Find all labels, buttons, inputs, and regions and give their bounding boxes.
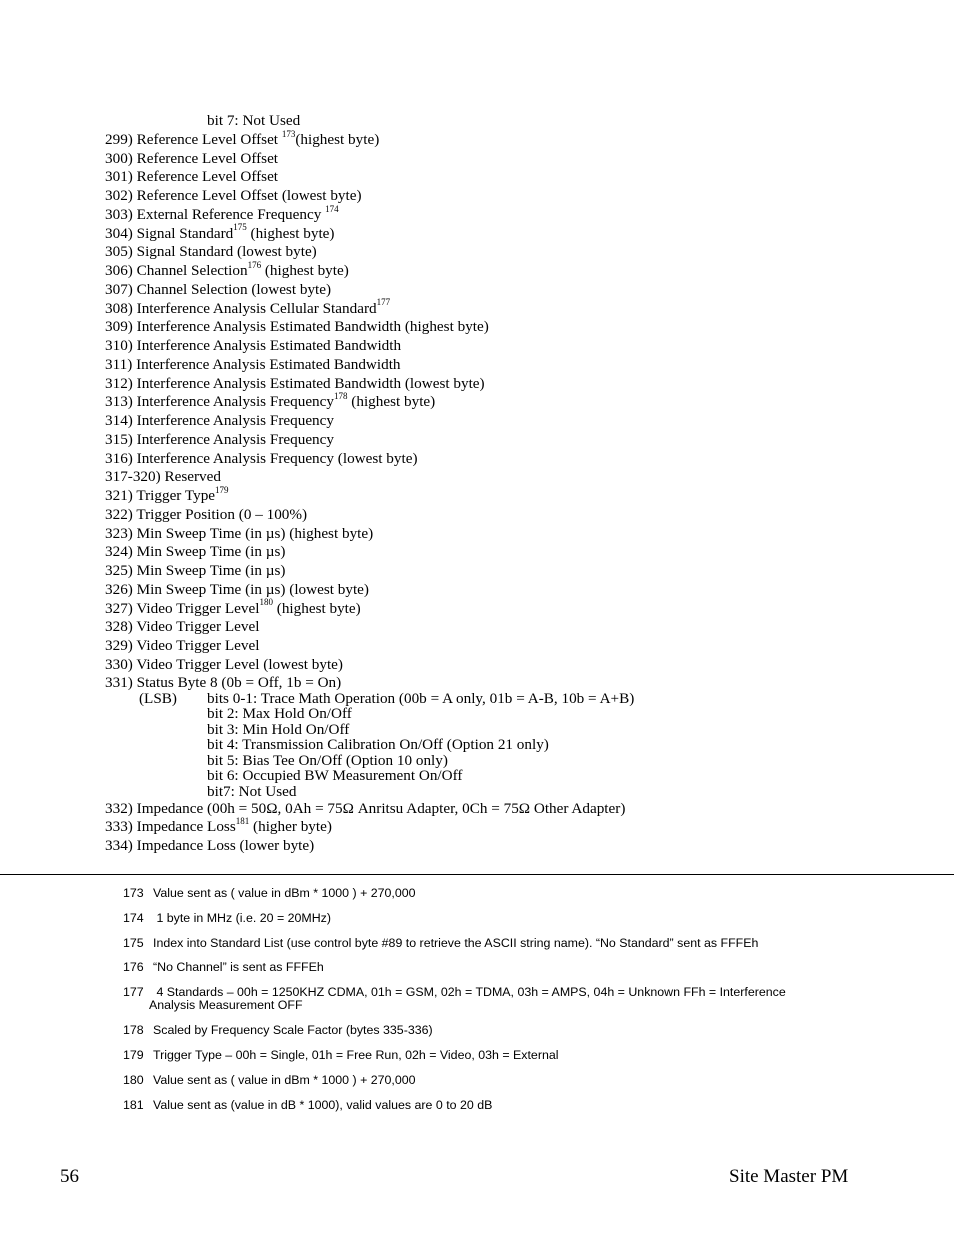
list-item-suffix: (highest byte) xyxy=(272,599,361,617)
list-item-text: 304) Signal Standard xyxy=(105,224,234,242)
list-item-text: 305) Signal Standard (lowest byte) xyxy=(105,243,317,261)
footnote xyxy=(123,986,786,1012)
list-item-text: 299) Reference Level Offset xyxy=(105,130,282,148)
list-item xyxy=(105,259,905,281)
footnote-number: 181 xyxy=(123,1098,144,1112)
list-item-text: 310) Interference Analysis Estimated Bandwidth xyxy=(105,337,402,354)
list-item-text: 306) Channel Selection xyxy=(105,262,248,279)
list-item xyxy=(105,203,905,225)
list-item xyxy=(105,506,905,525)
list-item xyxy=(105,243,905,262)
bit-text: bit 6: Occupied BW Measurement On/Off xyxy=(207,767,463,785)
list-item xyxy=(105,837,905,856)
list-item-text: bit 7: Not Used xyxy=(207,112,301,129)
list-item-text: 313) Interference Analysis Frequency xyxy=(105,393,334,411)
list-item-text: 333) Impedance Loss xyxy=(105,818,236,836)
list-item-text: 317-320) Reserved xyxy=(105,468,221,486)
footnote-ref: 175 xyxy=(233,222,247,233)
list-item-suffix: (highest byte) xyxy=(246,224,335,242)
list-item-text: 330) Video Trigger Level (lowest byte) xyxy=(105,655,343,673)
list-item-text: 327) Video Trigger Level xyxy=(105,599,260,617)
footnote-text: Value sent as ( value in dBm * 1000 ) + 270,000 xyxy=(153,886,416,900)
footnote-separator xyxy=(0,874,954,875)
list-item-suffix: (highest byte) xyxy=(347,393,436,411)
list-item xyxy=(105,412,905,431)
list-item xyxy=(105,431,905,450)
footnote-continuation: Analysis Measurement OFF xyxy=(149,998,303,1012)
list-item-text: 334) Impedance Loss (lower byte) xyxy=(105,837,315,855)
footnote-ref: 180 xyxy=(259,597,273,608)
bit-text: bit 2: Max Hold On/Off xyxy=(207,705,352,723)
footnote-number: 175 xyxy=(123,936,144,950)
list-item xyxy=(105,337,905,356)
list-item xyxy=(105,222,905,244)
list-item-text: 312) Interference Analysis Estimated Bandwidth (lowest byte) xyxy=(105,374,485,392)
bit-row xyxy=(105,737,905,753)
list-item xyxy=(105,618,905,637)
list-item xyxy=(105,393,905,412)
footnote xyxy=(123,1024,433,1037)
list-item xyxy=(105,675,905,691)
list-item-text: 300) Reference Level Offset xyxy=(105,149,279,167)
footnote-ref: 181 xyxy=(235,816,250,827)
footnote-text: Trigger Type – 00h = Single, 01h = Free Run, 02h = Video, 03h = External xyxy=(153,1048,559,1062)
list-item xyxy=(105,168,905,187)
footnote-number: 180 xyxy=(123,1073,144,1087)
bit-text: bit7: Not Used xyxy=(207,783,297,801)
footnote xyxy=(123,1074,416,1087)
bit-row xyxy=(105,768,905,784)
list-item-text: 309) Interference Analysis Estimated Bandwidth (highest byte) xyxy=(105,318,489,336)
bit-text: bit 4: Transmission Calibration On/Off (Option 21 only) xyxy=(207,736,549,754)
footnote-text: 4 Standards – 00h = 1250KHZ CDMA, 01h = GSM, 02h = TDMA, 03h = AMPS, 04h = Unknown FFh = Interference xyxy=(153,985,786,999)
document-title: Site Master PM xyxy=(729,1166,849,1187)
list-item-text: 324) Min Sweep Time (in µs) xyxy=(105,543,286,561)
list-item xyxy=(105,187,905,206)
list-item xyxy=(105,525,905,544)
list-item-text: 311) Interference Analysis Estimated Bandwidth xyxy=(105,355,401,373)
bit-row xyxy=(105,691,905,707)
list-item-text: 308) Interference Analysis Cellular Standard xyxy=(105,299,377,317)
footnote-ref: 174 xyxy=(325,203,339,214)
list-item-text: 331) Status Byte 8 (0b = Off, 1b = On) xyxy=(105,673,342,691)
bit-text: bit 3: Min Hold On/Off xyxy=(207,720,350,738)
bit-text: bits 0-1: Trace Math Operation (00b = A only, 01b = A-B, 10b = A+B) xyxy=(207,689,635,707)
list-item-text: 314) Interference Analysis Frequency xyxy=(105,412,334,429)
list-item-text: 328) Video Trigger Level xyxy=(105,618,260,636)
list-item xyxy=(105,637,905,656)
footnote-number: 178 xyxy=(123,1023,144,1037)
footnote-number: 179 xyxy=(123,1048,144,1062)
list-item-text: 316) Interference Analysis Frequency (lowest byte) xyxy=(105,449,418,467)
footnote-text: Value sent as ( value in dBm * 1000 ) + 270,000 xyxy=(153,1073,416,1087)
lsb-label: (LSB) xyxy=(139,689,177,707)
page-number: 56 xyxy=(60,1166,79,1187)
list-item xyxy=(105,656,905,675)
footnote xyxy=(123,1099,492,1112)
list-item xyxy=(105,112,905,131)
list-item-text: 323) Min Sweep Time (in µs) (highest byte) xyxy=(105,524,374,542)
list-item-text: 325) Min Sweep Time (in µs) xyxy=(105,562,286,579)
byte-list xyxy=(105,112,905,856)
status-byte-8-bits xyxy=(105,691,905,800)
footnote-text: 1 byte in MHz (i.e. 20 = 20MHz) xyxy=(153,911,332,925)
footnote-ref: 173 xyxy=(281,128,296,139)
footnote-ref: 178 xyxy=(334,391,348,402)
list-item xyxy=(105,484,905,506)
list-item-text: 301) Reference Level Offset xyxy=(105,168,279,186)
bit-text: bit 5: Bias Tee On/Off (Option 10 only) xyxy=(207,751,448,769)
footnote-number: 173 xyxy=(123,886,144,900)
footnote-number: 176 xyxy=(123,960,144,974)
list-item-text: 332) Impedance (00h = 50Ω, 0Ah = 75Ω Anritsu Adapter, 0Ch = 75Ω Other Adapter) xyxy=(105,799,626,817)
list-item-suffix: (highest byte) xyxy=(295,130,380,148)
bit-row xyxy=(105,722,905,738)
footnote-text: Scaled by Frequency Scale Factor (bytes 335-336) xyxy=(153,1023,433,1037)
list-item xyxy=(105,450,905,469)
list-item-text: 329) Video Trigger Level xyxy=(105,637,260,654)
footnote-text: Value sent as (value in dB * 1000), valid values are 0 to 20 dB xyxy=(153,1098,493,1112)
footnote-ref: 177 xyxy=(376,297,391,308)
footnote-text: Index into Standard List (use control byte #89 to retrieve the ASCII string name). “No Standard” sent as FFFEh xyxy=(153,936,759,950)
list-item xyxy=(105,297,905,319)
footnote-ref: 179 xyxy=(215,484,229,495)
list-item-suffix: (higher byte) xyxy=(249,818,332,836)
list-item xyxy=(105,356,905,375)
list-item xyxy=(105,800,905,819)
list-item xyxy=(105,281,905,300)
footnote-number: 174 xyxy=(123,911,144,925)
footnote xyxy=(123,937,758,950)
list-item xyxy=(105,543,905,562)
footnote xyxy=(123,961,324,974)
list-item xyxy=(105,562,905,581)
list-item xyxy=(105,597,905,619)
list-item xyxy=(105,375,905,394)
list-item-text: 307) Channel Selection (lowest byte) xyxy=(105,280,332,298)
footnote xyxy=(123,887,416,900)
footnote-text: “No Channel” is sent as FFFEh xyxy=(153,960,324,974)
list-item-text: 326) Min Sweep Time (in µs) (lowest byte) xyxy=(105,580,369,598)
footnote xyxy=(123,1049,559,1062)
bit-row xyxy=(105,784,905,800)
list-item-suffix: (highest byte) xyxy=(261,262,349,279)
bit-row xyxy=(105,753,905,769)
footnote-number: 177 xyxy=(123,985,144,999)
list-item-text: 303) External Reference Frequency xyxy=(105,205,326,223)
list-item xyxy=(105,818,905,837)
bit-row xyxy=(105,706,905,722)
list-item-text: 322) Trigger Position (0 – 100%) xyxy=(105,505,308,523)
list-item-text: 321) Trigger Type xyxy=(105,487,216,504)
footnote-ref: 176 xyxy=(247,259,262,270)
list-item xyxy=(105,581,905,600)
list-item-text: 302) Reference Level Offset (lowest byte) xyxy=(105,187,362,204)
list-item xyxy=(105,128,905,150)
footnote xyxy=(123,912,331,925)
list-item-text: 315) Interference Analysis Frequency xyxy=(105,430,334,448)
list-item xyxy=(105,318,905,337)
list-item xyxy=(105,150,905,169)
